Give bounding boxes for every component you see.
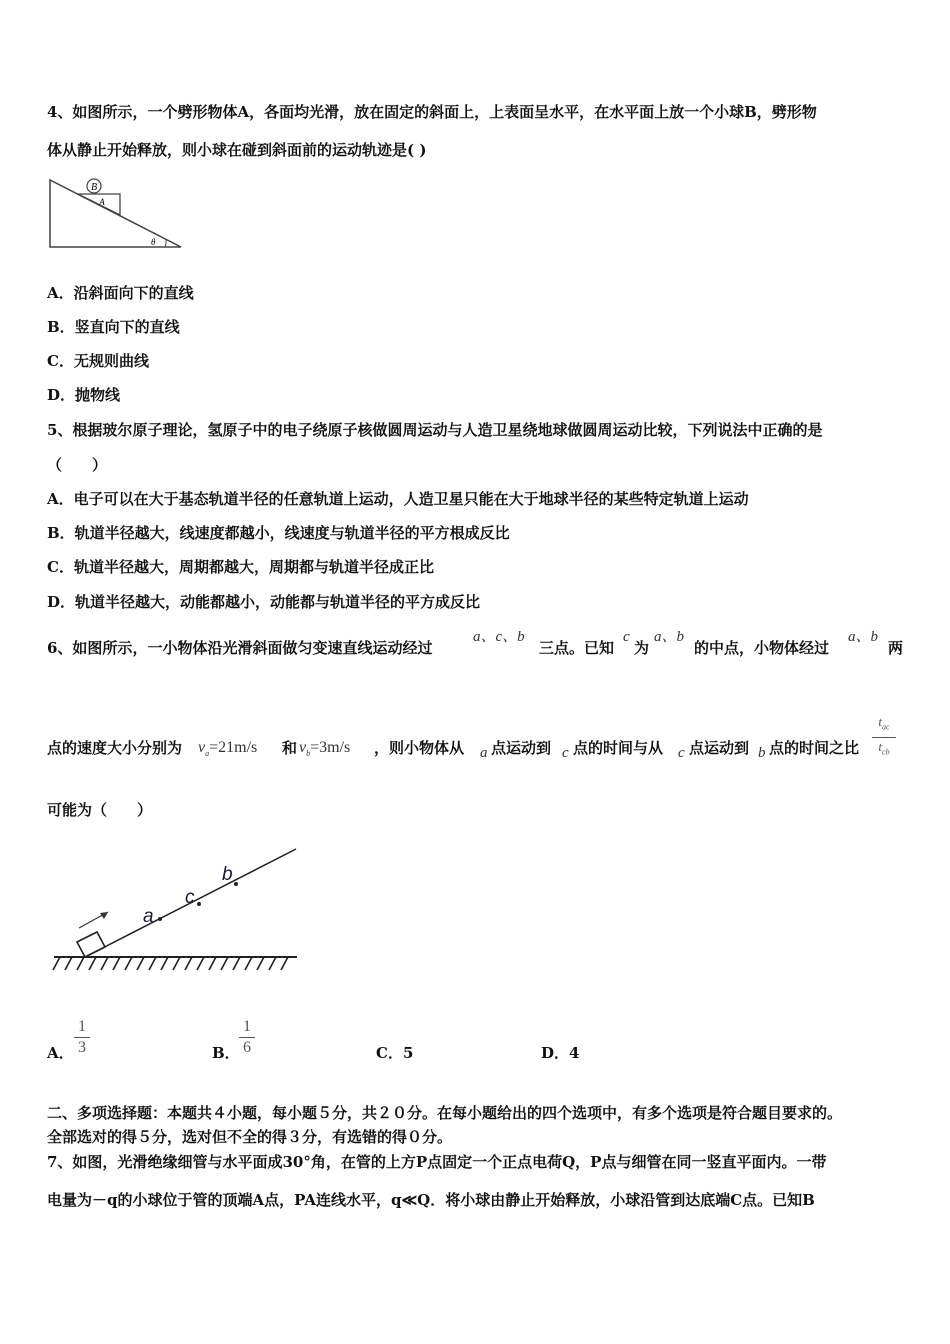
ball-label: B (90, 182, 98, 193)
q5-option-c: C．轨道半径越大，周期都越大，周期都与轨道半径成正比 (47, 558, 434, 576)
block (77, 932, 105, 957)
point-c-label: c (185, 887, 195, 908)
q4-stem-line1: 4、如图所示，一个劈形物体A，各面均光滑，放在固定的斜面上，上表面呈水平，在水平面上放一个小球B，劈形物 (47, 103, 817, 121)
q4-option-d: D．抛物线 (47, 386, 121, 404)
q6-option-b-fraction: 1 6 (239, 1018, 255, 1057)
q4-option-a: A．沿斜面向下的直线 (47, 284, 194, 302)
q4-option-c: C．无规则曲线 (47, 352, 149, 370)
q4-stem-line2: 体从静止开始释放，则小球在碰到斜面前的运动轨迹是( ) (47, 141, 427, 159)
q6-line2-e: 点运动到 (689, 739, 750, 757)
q6-vb: $v_b=3m/s$ (299, 739, 351, 759)
q6-stem-line3: 可能为（ ） (47, 801, 153, 819)
q7-stem-line1: 7、如图，光滑绝缘细管与水平面成30°角，在管的上方P点固定一个正点电荷Q，P点与细管在同一竖直平面内。一带 (47, 1153, 827, 1171)
point-a-dot (158, 917, 162, 921)
angle-arc (165, 239, 166, 247)
q5-stem-line2: （ ） (47, 456, 108, 474)
point-b-dot (234, 882, 238, 886)
q6-points-ab-2: a、b (848, 629, 879, 645)
q6-var-c: c (562, 745, 569, 761)
q5-option-d: D．轨道半径越大，动能都越小，动能都与轨道半径的平方成反比 (47, 593, 481, 611)
q6-stem-part2: 三点。已知 (539, 639, 615, 657)
point-a-label: a (143, 906, 154, 927)
q6-point-c: c (623, 629, 630, 645)
point-b-label: b (222, 864, 233, 885)
wedge-label: A (99, 197, 105, 207)
q6-points-ab: a、b (654, 629, 685, 645)
q6-stem-part4: 的中点，小物体经过 (694, 639, 830, 657)
incline (50, 180, 181, 247)
point-c-dot (197, 902, 201, 906)
q6-va: $v_a=21m/s$ (198, 739, 258, 759)
q6-option-d: D．4 (541, 1044, 580, 1062)
q5-option-a: A．电子可以在大于基态轨道半径的任意轨道上运动，人造卫星只能在大于地球半径的某些特定轨道上运动 (47, 490, 749, 508)
q5-stem-line1: 5、根据玻尔原子理论，氢原子中的电子绕原子核做圆周运动与人造卫星绕地球做圆周运动比较，下列说法中正确的是 (47, 421, 823, 439)
q6-var-c2: c (678, 745, 685, 761)
q6-incline-figure (50, 840, 300, 975)
q6-stem-part5: 两 (888, 639, 904, 657)
q6-var-b: b (758, 745, 766, 761)
q5-option-b: B．轨道半径越大，线速度都越小，线速度与轨道半径的平方根成反比 (47, 524, 510, 542)
q6-line2-b: ，则小物体从 (374, 739, 465, 757)
q6-stem-part3: 为 (634, 639, 650, 657)
q6-line2-c: 点运动到 (491, 739, 552, 757)
q6-line2-a: 点的速度大小分别为 (47, 739, 183, 757)
q6-var-a: a (480, 745, 488, 761)
q6-stem-part1: 6、如图所示，一小物体沿光滑斜面做匀变速直线运动经过 (47, 639, 433, 657)
ground-hatching (53, 957, 288, 970)
q6-line2-f: 点的时间之比 (769, 739, 860, 757)
q7-stem-line2: 电量为－q的小球位于管的顶端A点，PA连线水平，q≪Q．将小球由静止开始释放，小球沿管到达底端C点。已知B (47, 1191, 815, 1209)
q6-points-acb: a、c、b (473, 629, 525, 645)
q6-and: 和 (282, 739, 298, 757)
angle-label: θ (151, 237, 156, 247)
section2-heading-line2: 全部选对的得５分，选对但不全的得３分，有选错的得０分。 (47, 1128, 453, 1146)
q6-time-ratio: $t_{ac}$ $t_{cb}$ (872, 714, 896, 760)
section2-heading-line1: 二、多项选择题：本题共４小题，每小题５分，共２０分。在每小题给出的四个选项中，有多个选项是符合题目要求的。 (47, 1104, 843, 1122)
q6-option-b-label: B． (212, 1044, 240, 1062)
q6-option-a-label: A． (47, 1044, 74, 1062)
q6-option-c: C．5 (376, 1044, 414, 1062)
q6-line2-d: 点的时间与从 (573, 739, 664, 757)
q6-option-a-fraction: 1 3 (74, 1018, 90, 1057)
q4-wedge-figure (48, 175, 188, 255)
q4-option-b: B．竖直向下的直线 (47, 318, 180, 336)
